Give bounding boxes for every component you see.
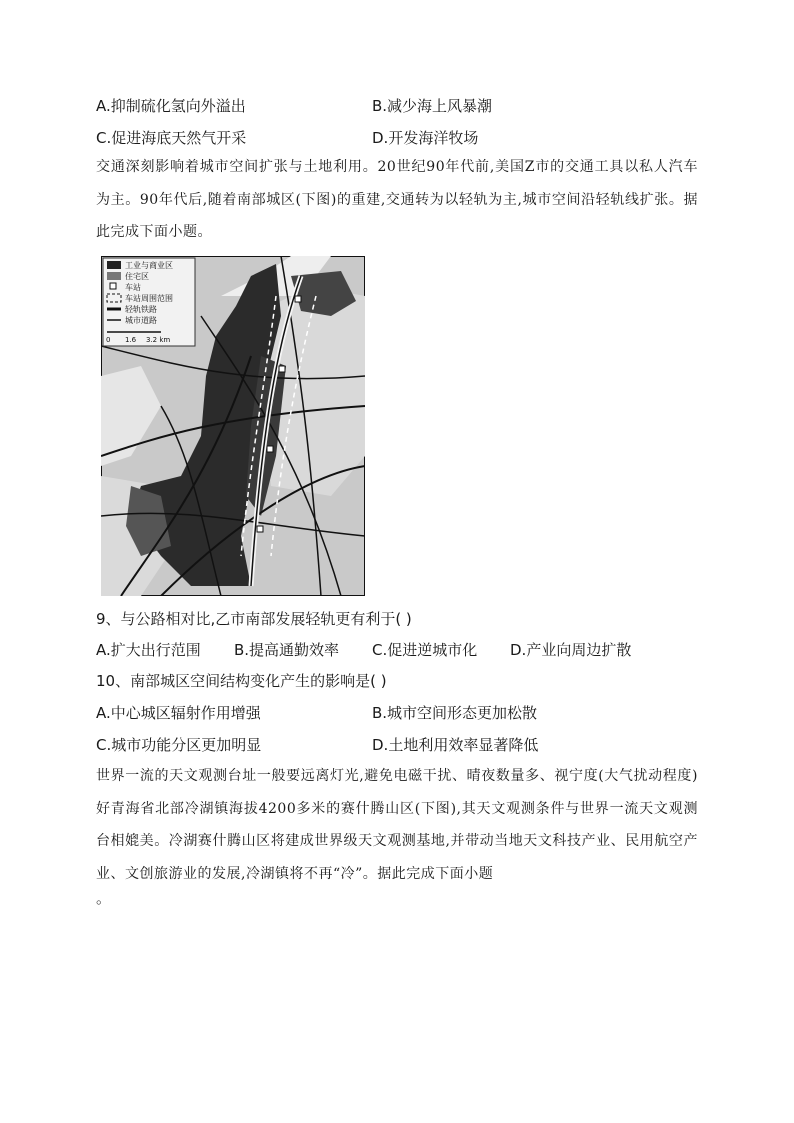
passage-transport: 交通深刻影响着城市空间扩张与土地利用。20世纪90年代前,美国Z市的交通工具以私人汽车为主。90年代后,随着南部城区(下图)的重建,交通转为以轻轨为主,城市空间沿轻轨线扩张。据此完成下面小题。 bbox=[96, 159, 698, 240]
q9-option-a: A.扩大出行范围 bbox=[96, 641, 201, 659]
q8-option-b: B.减少海上风暴潮 bbox=[372, 97, 493, 115]
q10-option-a: A.中心城区辐射作用增强 bbox=[96, 704, 261, 722]
q10-option-c: C.城市功能分区更加明显 bbox=[96, 736, 262, 754]
q10-option-d: D.土地利用效率显著降低 bbox=[372, 736, 539, 754]
q8-option-a: A.抑制硫化氢向外溢出 bbox=[96, 97, 246, 115]
q9-stem: 9、与公路相对比,乙市南部发展轻轨更有利于( ) bbox=[96, 610, 412, 628]
passage-end-mark: 。 bbox=[96, 889, 112, 907]
q8-option-c: C.促进海底天然气开采 bbox=[96, 129, 247, 147]
q10-stem: 10、南部城区空间结构变化产生的影响是( ) bbox=[96, 672, 387, 690]
legend-item-road: 城市道路 bbox=[125, 316, 157, 325]
q10-option-b: B.城市空间形态更加松散 bbox=[372, 704, 538, 722]
legend-item-station: 车站 bbox=[125, 283, 141, 292]
q9-option-d: D.产业向周边扩散 bbox=[510, 641, 632, 659]
q9-option-b: B.提高通勤效率 bbox=[234, 641, 340, 659]
legend-item-industrial: 工业与商业区 bbox=[125, 261, 173, 270]
q9-option-c: C.促进逆城市化 bbox=[372, 641, 478, 659]
scale-label-2: 3.2 km bbox=[146, 336, 171, 344]
legend-item-station-range: 车站周围范围 bbox=[125, 294, 173, 303]
scale-label-0: 0 bbox=[106, 336, 111, 344]
scale-label-1: 1.6 bbox=[125, 336, 137, 344]
city-map-figure bbox=[101, 256, 365, 596]
q8-option-d: D.开发海洋牧场 bbox=[372, 129, 479, 147]
legend-item-residential: 住宅区 bbox=[125, 272, 149, 281]
legend-item-light-rail: 轻轨铁路 bbox=[125, 305, 157, 314]
passage-astronomy: 世界一流的天文观测台址一般要远离灯光,避免电磁干扰、晴夜数量多、视宁度(大气扰动程度)好青海省北部冷湖镇海拔4200多米的赛什腾山区(下图),其天文观测条件与世界一流天文观测台相媲美。冷湖赛什腾山区将建成世界级天文观测基地,并带动当地天文科技产业、民用航空产业、文创旅游业的发展,冷湖镇将不再“冷”。据此完成下面小题 bbox=[96, 768, 698, 882]
